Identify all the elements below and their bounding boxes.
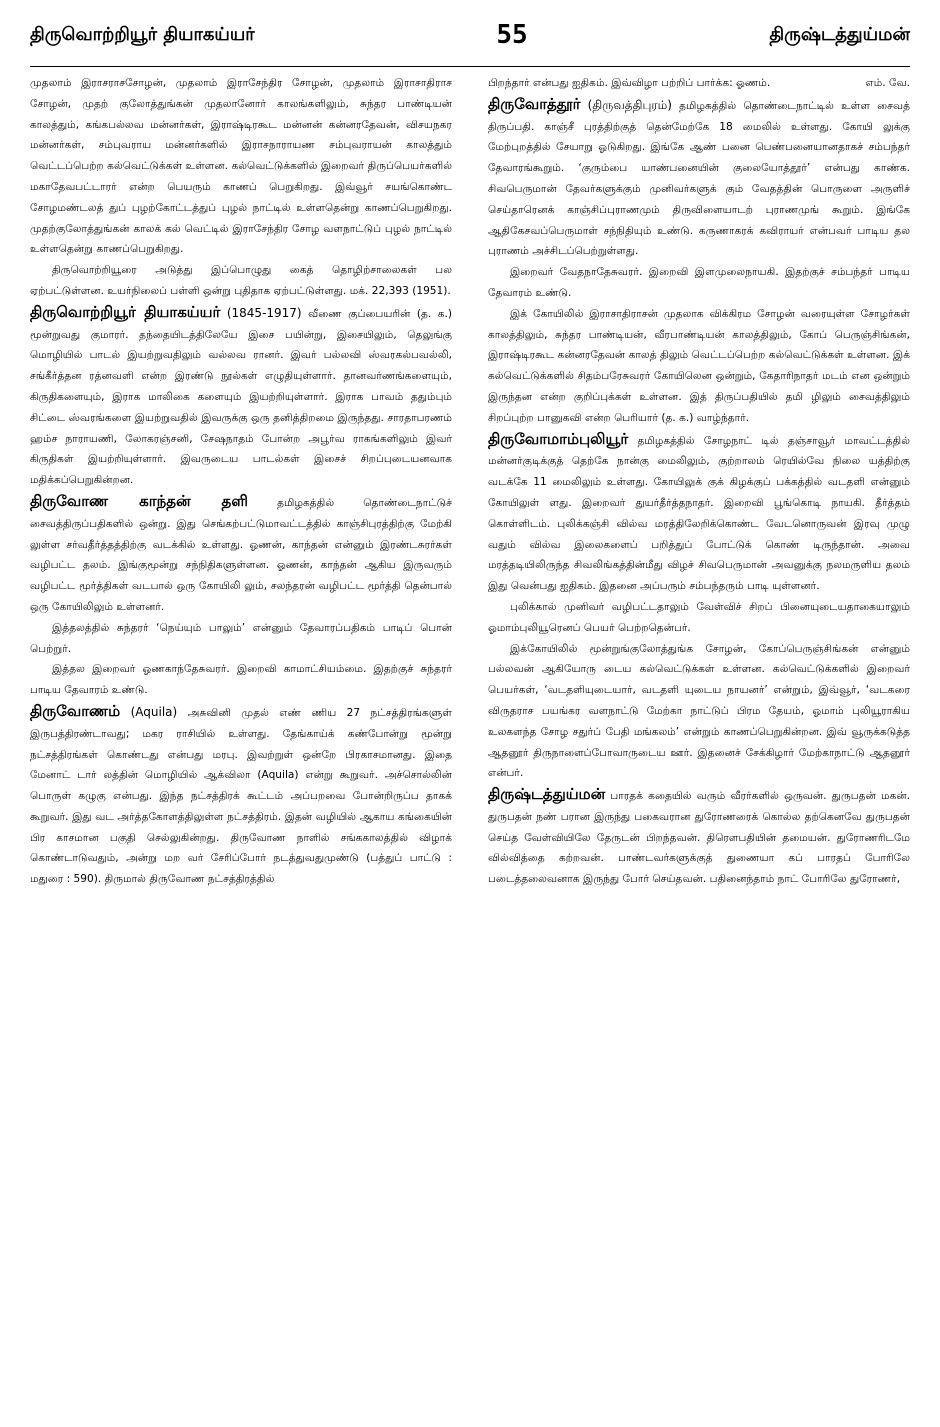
entry-headword-note: (Aquila)	[130, 704, 178, 719]
entry-headword: திருஷ்டத்துய்மன்	[488, 785, 606, 804]
entry-text: அசுவினி முதல் எண் ணிய 27 நட்சத்திரங்களுள் இருபத்திரண்டாவது; மகர ராசியில் உள்ளது. தேங்காய்க் கண்போன்று மூன்று நட்சத்திரங்கள் கொண்டது என்பது மரபு. இவற்றுள் ஒன்றே பிரகாசமானது. இதை மேனாட் டார் லத்தின் மொழியில் ஆக்விலா (Aquila) என்று கூறுவர். அச்சொல்லின் பொருள் கழுகு என்பது. இந்த நட்சத்திரக் கூட்டம் அப்பறவை போன்றிருப்ப தாகக் கூறுவர். இது வட அர்த்தகோளத்திலுள்ள நட்சத்திரம். இதன் வழியில் ஆகாய கங்கையின் பிர காசமான பகுதி செல்லுகின்றது. திருவோண நாளில் சங்ககாலத்தில் விழாக் கொண்டாடுவதும், அன்று மற வர் சேரிப்போர் நடத்துவதுமுண்டு (பத்துப் பாட்டு : மதுரை : 590). திருமால் திருவோண நட்சத்திரத்தில்	[30, 706, 452, 886]
entry-headword-note: (திருவத்திபுரம்)	[587, 97, 672, 112]
entry-paragraph	[488, 597, 910, 639]
entry-headword-note: (1845-1917)	[226, 305, 302, 320]
entry-headword: திருவொற்றியூர் தியாகய்யர்	[30, 302, 221, 321]
dictionary-entry	[488, 94, 910, 262]
header-right-guideword: திருஷ்டத்துய்மன்	[769, 23, 910, 45]
dictionary-entry	[488, 784, 910, 890]
entry-paragraph	[488, 262, 910, 304]
entry-headword: திருவோமாம்புலியூர்	[488, 429, 629, 448]
dictionary-entry	[488, 429, 910, 597]
entry-text: வீணை குப்பையரின் (த. க.) மூன்றுவது குமாரர். தந்தையிடத்திலேயே இசை பயின்று, இசையிலும், தெலுங்கு மொழியில் பாடல் இயற்றுவதிலும் வல்லவ ரானர். இவர் பல்லவி ஸ்வரகல்பவல்லி, சங்கீர்த்தன ரத்னவளி என்ற இரண்டு நூல்கள் எழுதியுள்ளார். தானவர்ணங்களையும், கிருதிகளையும், இராக மாலிகை களையும் இயற்றியுள்ளார். இராக பாவம் ததும்பும் சிட்டை ஸ்வரங்களை இயற்றுவதில் இவருக்கு ஒரு தனித்திறமை இருந்தது. சாரதாபரணம் ஹம்ச நாராயணி, லோகரஞ்சனி, சேஷநாதம் போன்ற அபூர்வ ராகங்களிலும் இவர் கிருதிகள் இயற்றியுள்ளார். இவருடைய பாடல்கள் இசைச் சிறப்புடையனவாக மதிக்கப்பெறுகின்றன.	[30, 307, 452, 487]
entry-paragraph	[30, 260, 452, 302]
dictionary-entry	[30, 491, 452, 618]
left-column	[30, 73, 452, 890]
entry-text: தமிழகத்தில் சோழநாட் டில் தஞ்சாவூர் மாவட்டத்தில் மன்னர்குடிக்குத் தெற்கே நான்கு மைலிலும், குற்றாலம் ரெயில்வே நிலை யத்திற்கு வடக்கே 11 மைலிலும் உள்ளது. கோயிலுக் குக் கிழக்குப் பக்கத்தில் வடதளி என்னும் கோயிலுள் ளது. இறைவர் துயர்தீர்த்தநாதர். இறைவி பூங்கொடி நாயகி. தீர்த்தம் கொள்ளிடம். புலிக்கஞ்சி வில்வ மரத்திலேறிக்கொண்ட வேடனொருவன் இரவு முழு வதும் வில்வ இலைகளைப் பறித்துப் போட்டுக் கொண் டிருந்தான். அவை மரத்தடியிலிருந்த சிவலிங்கத்தின்மீது விழச் சிவபெருமான் அவனுக்கு நலமருளிய தலம் இது வென்பது ஐதிகம். இதனை அப்பரும் சம்பந்தரும் பாடி யுள்ளனர்.	[488, 434, 910, 593]
entry-text: பாரதக் கதையில் வரும் வீரர்களில் ஒருவன். துருபதன் மகன். துருபதன் நண் பரான இருந்து பகைவரான துரோணரைக் கொல்ல தற்கெனவே துருபதன் செய்த வேள்வியிலே தேருடன் பிறந்தவன். திரௌபதியின் தமையன். துரோணரிடமே வில்வித்தை கற்றவன். பாண்டவர்களுக்குத் துணையா கப் பாரதப் போரிலே படைத்தலைவனாக இருந்து போர் செய்தவன். பதினைந்தாம் நாட் போரிலே துரோணர்,	[488, 790, 910, 886]
entry-text: முதலாம் இராசராசசோழன், முதலாம் இராசேந்திர சோழன், முதலாம் இராசாதிராச சோழன், முதற் குலோத்துங்கன் முதலானோர் காலங்களிலும், சுந்தர பாண்டியன் காலத்தும், கங்கபல்லவ மன்னர்கள், இராஷ்டிரகூட மன்னன் கன்னரதேவன், விசயநகர மன்னர்கள், சம்புவராய மன்னர்களில் இராசநாராயண சம்புவராயன் காலத்தும் வெட்டப்பெற்ற கல்வெட்டுக்கள் உள்ளன. கல்வெட்டுக்களில் இறைவர் திருப்பெயர்களில் மகாதேவபட்டாரர் என்ற பெயரும் காணப் பெறுகிறது. இவ்வூர் சயங்கொண்ட சோழமண்டலத் துப் புழற்கோட்டத்துப் புழல் நாட்டில் உள்ளதென்று காணப்பெறுகிறது. முதற்குலோத்துங்கன் காலக் கல் வெட்டில் இராசேந்திர சோழ வளநாட்டுப் புழல் நாட்டில் உள்ளதென்று காணப்பெறுகிறது.	[30, 77, 452, 256]
author-signature: எம். வே.	[865, 77, 910, 89]
dictionary-entry	[30, 302, 452, 491]
entry-text: இக்கோயிலில் மூன்றுங்குலோத்துங்க சோழன், கோப்பெருஞ்சிங்கன் என்னும் பல்லவன் ஆகியோரு டைய கல்வெட்டுக்கள் உள்ளன. கல்வெட்டுக்களில் இறைவர் பெயர்கள், ‘வடதளியுடையார், வடதளி யுடைய நாயனர்’ என்றும், இவ்வூர், ‘வடகரை விருதராச பயங்கர வளநாட்டு மேற்கா நாட்டுப் பிரம தேயம், ஓமாம் புலியூராகிய உலகளந்த சோழ சதுர்ப் பேதி மங்கலம்’ என்றும் காணப்பெறுகின்றன. இவ் வூருக்கடுத்த ஆதனூர் திருநாளைப்போவாருடைய ஊர். இதனைச் சேக்கிழார் மேற்காநாட்டு ஆதனூர் என்பர்.	[488, 642, 910, 780]
entry-paragraph	[30, 73, 452, 260]
page-header	[30, 4, 910, 67]
right-column	[488, 73, 910, 890]
page-body	[30, 73, 910, 890]
entry-paragraph	[30, 618, 452, 660]
entry-paragraph	[488, 639, 910, 785]
entry-text: தமிழகத்தில் தொண்டைநாட்டில் உள்ள சைவத் திருப்பதி. காஞ்சீ புரத்திற்குத் தென்மேற்கே 18 மைலில் உள்ளது. கோயி லுக்கு மேற்புறத்தில் சேயாறு ஓடுகிறது. இங்கே ஆண் பனை பெண்பனையானதாகச் சம்பந்தர் தேவாரங்கூறும். ‘குரும்பை யாண்பனையின் குலையோத்தூர்’ என்பது காண்க. சிவபெருமான் தேவர்களுக்கும் முனிவர்களுக் கும் வேதத்தின் பொருளை அருளிச் செய்தாரெனக் காஞ்சிப்புராணமும் திருவிளையாடற் புராணமுங் கூறும். இங்கே ஆதிகேசவப்பெருமாள் சந்நிதியும் உண்டு. கருணாகரக் கவிராயர் என்பவர் பாடிய தல புராணம் அச்சிடப்பெற்றுள்ளது.	[488, 99, 911, 258]
entry-text: இறைவர் வேதநாதேசுவரர். இறைவி இளமுலைநாயகி. இதற்குச் சம்பந்தர் பாடிய தேவாரம் உண்டு.	[488, 266, 910, 299]
entry-paragraph	[488, 304, 910, 429]
page-number: 55	[496, 20, 528, 50]
entry-text: பிறந்தார் என்பது ஐதிகம். இவ்விழா பற்றிப் பார்க்க: ஓணம்.	[488, 77, 771, 89]
entry-text: புலிக்கால் முனிவர் வழிபட்டதாலும் வேள்விச் சிறப் பினையுடையதாகையாலும் ஓமாம்புலியூரெனப் பெயர் பெற்றதென்பர்.	[488, 600, 910, 634]
entry-headword: திருவோண காந்தன் தளி	[30, 491, 248, 510]
entry-text: இத்தலத்தில் சுந்தரர் ‘நெய்யும் பாலும்’ என்னும் தேவாரப்பதிகம் பாடிப் பொன் பெற்றுர்.	[30, 621, 452, 655]
header-left-guideword: திருவொற்றியூர் தியாகய்யர்	[30, 23, 255, 45]
entry-text: தமிழகத்தில் தொண்டைநாட்டுச் சைவத்திருப்பதிகளில் ஒன்று. இது செங்கற்பட்டுமாவட்டத்தில் காஞ்சிபுரத்திற்கு மேற்கி லுள்ள சர்வதீர்த்தத்திற்கு வடக்கில் உள்ளது. ஓணன், காந்தன் என்னும் இரண்டசுரர்கள் வழிபட்ட தலம். இங்குமூன்று சந்நிதிகளுள்ளன. ஓணன், காந்தன் ஆகிய இருவரும் வழிபட்ட மூர்த்திகள் வடபால் ஒரு கோயிலி லும், சலந்தரன் வழிபட்ட மூர்த்தி தென்பால் ஒரு கோயிலிலும் உள்ளனர்.	[30, 496, 452, 613]
entry-paragraph	[488, 73, 910, 94]
entry-text: இத்தல இறைவர் ஓணகாந்தேசுவரர். இறைவி காமாட்சியம்மை. இதற்குச் சுந்தரர் பாடிய தேவாரம் உண்டு.	[30, 663, 452, 697]
entry-headword: திருவோத்தூர்	[488, 94, 581, 113]
entry-text: திருவொற்றியூரை அடுத்து இப்பொழுது கைத் தொழிற்சாலைகள் பல ஏற்பட்டுள்ளன. உயர்நிலைப் பள்ளி ஒன்று புதிதாக ஏற்பட்டுள்ளது. மக். 22,393 (1951).	[30, 264, 452, 297]
dictionary-entry	[30, 701, 452, 890]
entry-headword: திருவோணம்	[30, 701, 121, 720]
entry-text: இக் கோயிலில் இராசாதிராசன் முதலாக விக்கிரம சோழன் வரையுள்ள சோழர்கள் காலத்திலும், சுந்தர பாண்டியன், வீரபாண்டியன் காலத்திலும், கோப் பெருஞ்சிங்கன், இராஷ்டிரகூட கன்னரதேவன் காலத் திலும் வெட்டப்பெற்ற கல்வெட்டுக்கள் உள்ளன. இக் கல்வெட்டுக்களில் சிதம்பரேசுவரர் கோயிலென ஒன்றும், கேதாரிநாதர் மடம் என ஒன்றும் இருந்தன என்ற குறிப்புக்கள் உள்ளன. இத் திருப்பதியில் தமி ழிலும் சைவத்திலும் சிறப்புற்ற பானுகவி என்ற பெரியார் (த. க.) வாழ்ந்தார்.	[488, 307, 910, 424]
entry-paragraph	[30, 659, 452, 701]
